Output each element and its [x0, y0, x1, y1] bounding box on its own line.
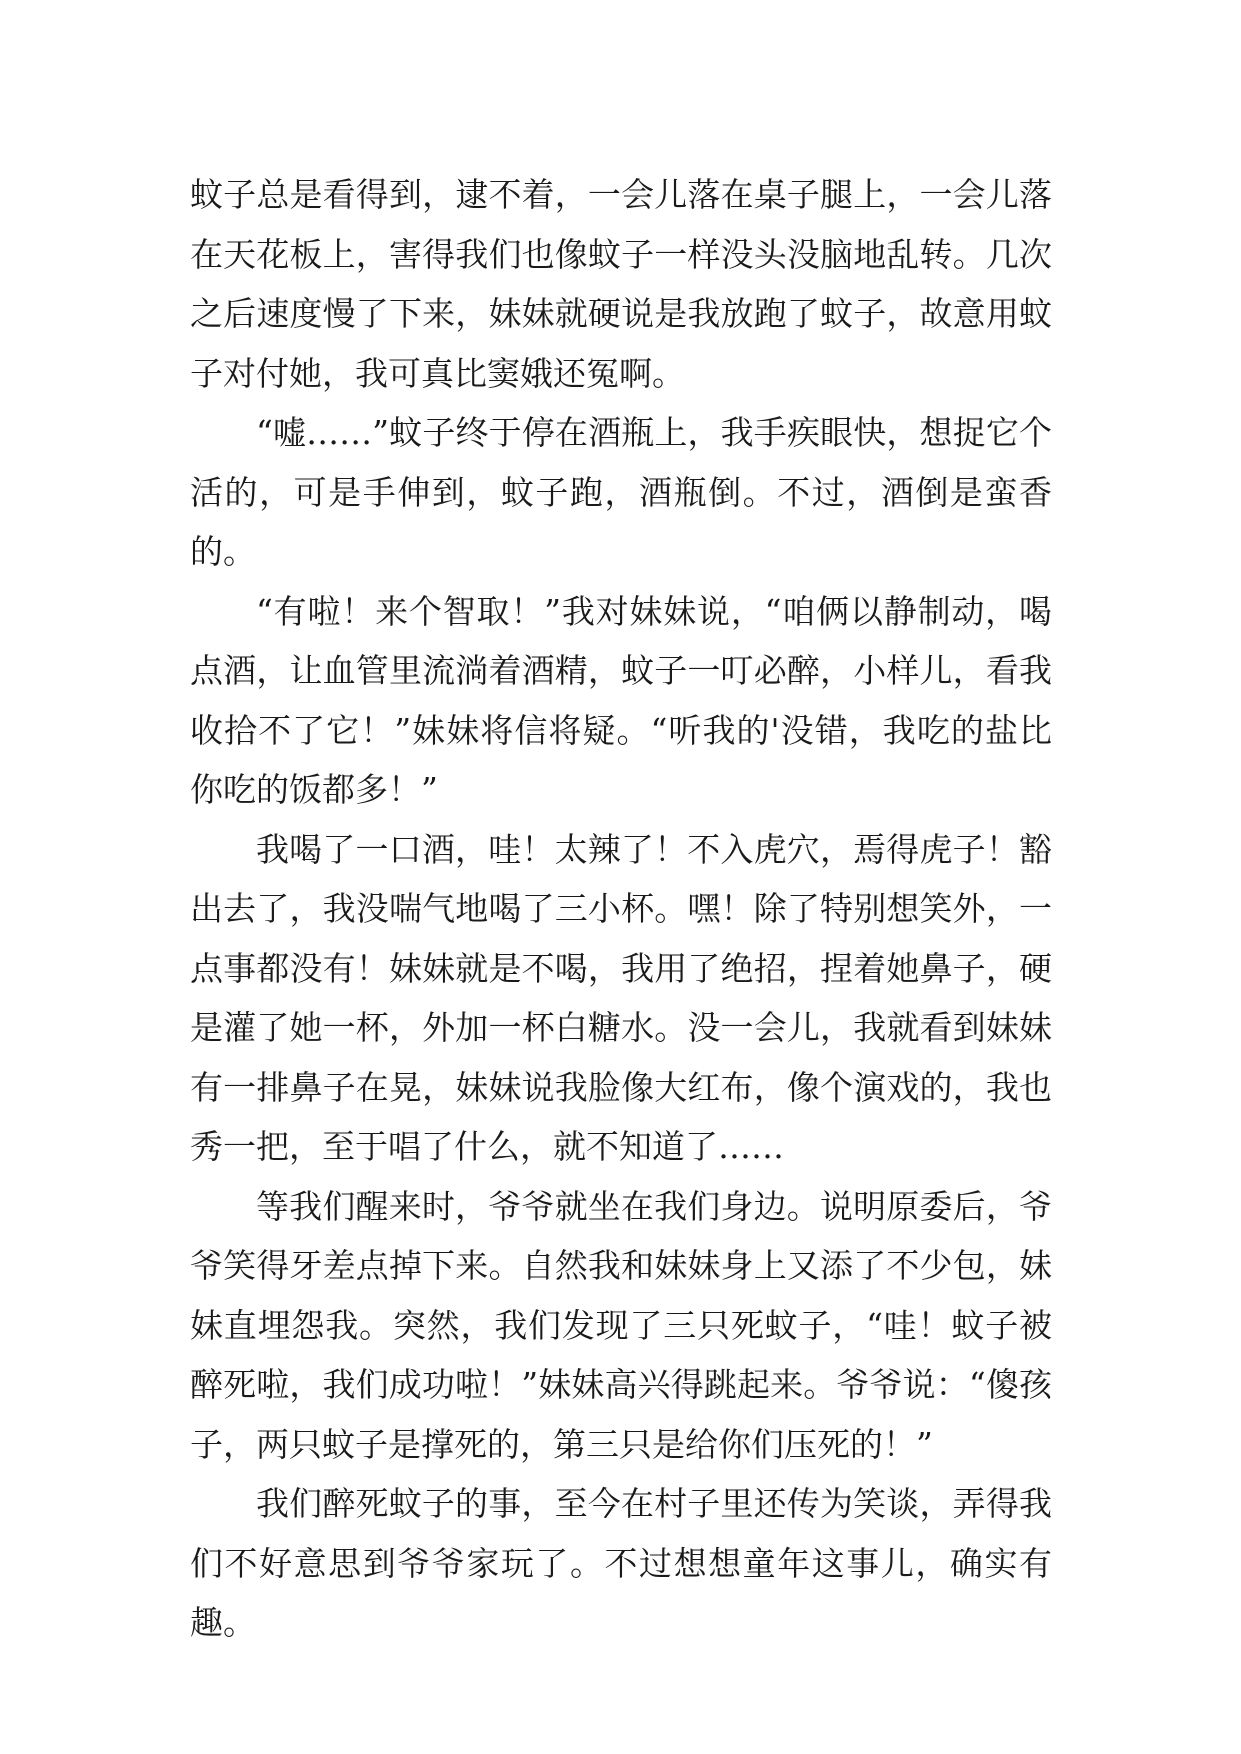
body-text [190, 165, 1052, 1653]
paragraph-3: “有啦！来个智取！”我对妹妹说，“咱俩以静制动，喝点酒，让血管里流淌着酒精，蚊子一叮必醉，小样儿，看我收拾不了它！”妹妹将信将疑。“听我的'没错，我吃的盐比你吃的饭都多！” [190, 591, 1052, 809]
paragraph-4: 我喝了一口酒，哇！太辣了！不入虎穴，焉得虎子！豁出去了，我没喘气地喝了三小杯。嘿！除了特别想笑外，一点事都没有！妹妹就是不喝，我用了绝招，捏着她鼻子，硬是灌了她一杯，外加一杯白糖水。没一会儿，我就看到妹妹有一排鼻子在晃，妹妹说我脸像大红布，像个演戏的，我也秀一把，至于唱了什么，就不知道了…… [190, 829, 1052, 1166]
paragraph-6: 我们醉死蚊子的事，至今在村子里还传为笑谈，弄得我们不好意思到爷爷家玩了。不过想想童年这事儿，确实有趣。 [190, 1484, 1052, 1642]
paragraph-2: “嘘……”蚊子终于停在酒瓶上，我手疾眼快，想捉它个活的，可是手伸到，蚊子跑，酒瓶倒。不过，酒倒是蛮香的。 [190, 413, 1052, 571]
paragraph-5: 等我们醒来时，爷爷就坐在我们身边。说明原委后，爷爷笑得牙差点掉下来。自然我和妹妹身上又添了不少包，妹妹直埋怨我。突然，我们发现了三只死蚊子，“哇！蚊子被醉死啦，我们成功啦！”妹妹高兴得跳起来。爷爷说：“傻孩子，两只蚊子是撑死的，第三只是给你们压死的！” [190, 1186, 1052, 1464]
paragraph-1: 蚊子总是看得到，逮不着，一会儿落在桌子腿上，一会儿落在天花板上，害得我们也像蚊子一样没头没脑地乱转。几次之后速度慢了下来，妹妹就硬说是我放跑了蚊子，故意用蚊子对付她，我可真比窦娥还冤啊。 [190, 175, 1052, 393]
